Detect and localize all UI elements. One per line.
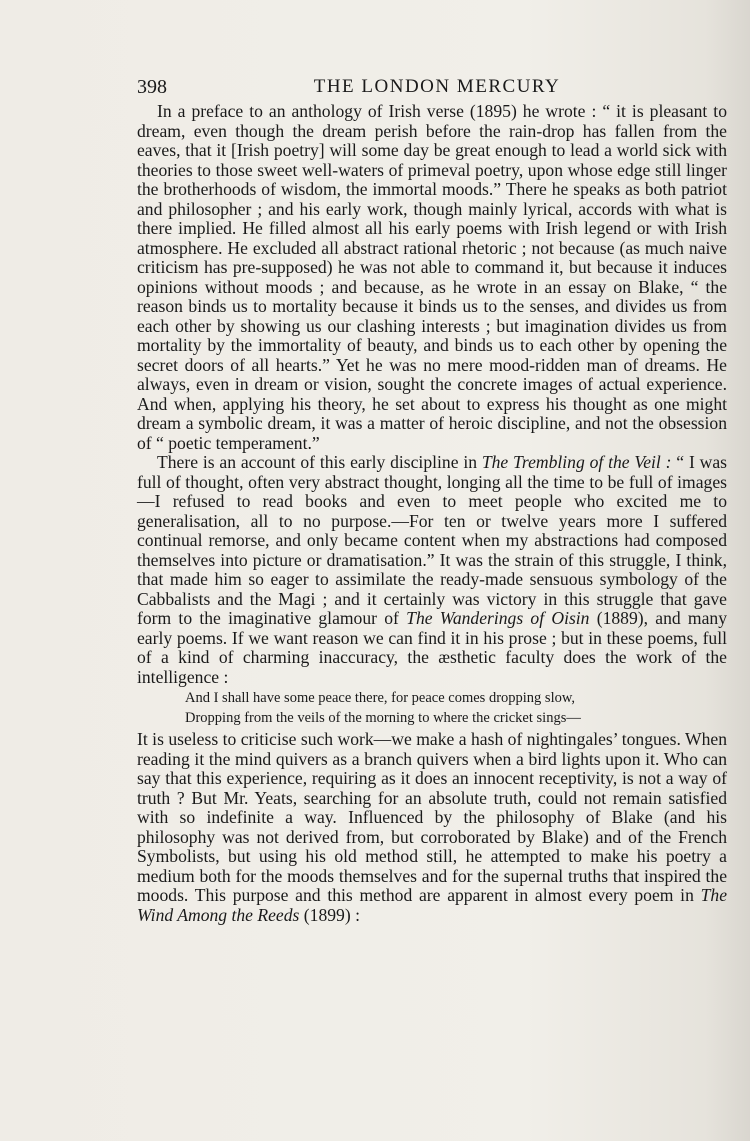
verse-quotation <box>185 688 727 728</box>
paragraph-3-text-a: It is useless to criticise such work—we make a hash of nightingales’ tongues. When reading it the mind quivers as a branch quivers when a bird lights upon it. Who can say that this experience, requiring as it does an innocent receptivity, is not a way of truth ? But Mr. Yeats, searching for an absolute truth, could not remain satisfied with so indefinite a way. Influenced by the philosophy of Blake (and his philosophy was not derived from, but corroborated by Blake) and of the French Symbolists, but using his old method still, he attempted to make his poetry a medium both for the moods themselves and for the supernal truths that inspired the moods. This purpose and this method are apparent in almost every poem in <box>137 729 727 905</box>
book-title-wind-among-the-reeds: The Wind Among the Reeds <box>137 885 727 925</box>
book-title-trembling-of-the-veil: The Trembling of the Veil : <box>481 452 672 472</box>
paragraph-2-text-c: (1889), and many early poems. If we want reason we can find it in his prose ; but in these poems, full of a kind of charming inaccuracy, the æsthetic faculty does the work of the intelligence : <box>137 608 727 687</box>
page-header <box>137 76 727 102</box>
verse-line-1: And I shall have some peace there, for peace comes dropping slow, <box>185 690 576 706</box>
paragraph-2 <box>137 453 727 687</box>
book-title-wanderings-of-oisin: The Wanderings of Oisin <box>406 608 590 628</box>
body-text <box>137 102 727 925</box>
paragraph-3 <box>137 730 727 925</box>
paragraph-1: In a preface to an anthology of Irish verse (1895) he wrote : “ it is pleasant to dream, even though the dream perish before the rain-drop has fallen from the eaves, that it [Irish poetry] will some day be great enough to lead a world sick with theories to those sweet well-waters of primeval poetry, upon whose edge still linger the brotherhoods of wisdom, the immortal moods.” There he speaks as both patriot and philosopher ; and his early work, though mainly lyrical, accords with what is there implied. He filled almost all his early poems with Irish legend or with Irish atmosphere. He excluded all abstract rational rhetoric ; not because (as much naive criticism has pre-supposed) he was not able to command it, but because it induces opinions without moods ; and because, as he wrote in an essay on Blake, “ the reason binds us to mortality because it binds us to the senses, and divides us from each other by showing us our clashing interests ; but imagination divides us from mortality by the immortality of beauty, and binds us to each other by opening the secret doors of all hearts.” Yet he was no mere mood-ridden man of dreams. He always, even in dream or vision, sought the concrete images of actual experience. And when, applying his theory, he set about to express his thought as one might dream a symbolic dream, it was a matter of heroic discipline, and not the obsession of “ poetic temperament.” <box>137 101 727 453</box>
running-head: THE LONDON MERCURY <box>313 76 561 97</box>
paragraph-2-text-b: “ I was full of thought, often very abstract thought, longing all the time to be full of images—I refused to read books and even to meet people who excited me to generalisation, all to no purpose.—For ten or twelve years more I suffered continual remorse, and only became content when my abstractions had composed themselves into picture or dramatisation.” It was the strain of this struggle, I think, that made him so eager to assimilate the ready-made sensuous symbology of the Cabbalists and the Magi ; and it certainly was victory in this struggle that gave form to the imaginative glamour of <box>137 452 727 628</box>
verse-line-2: Dropping from the veils of the morning to where the cricket sings— <box>185 710 581 726</box>
paragraph-2-text-a: There is an account of this early discipline in <box>157 452 482 472</box>
page-number: 398 <box>137 76 167 98</box>
paragraph-3-text-b: (1899) : <box>299 904 360 925</box>
